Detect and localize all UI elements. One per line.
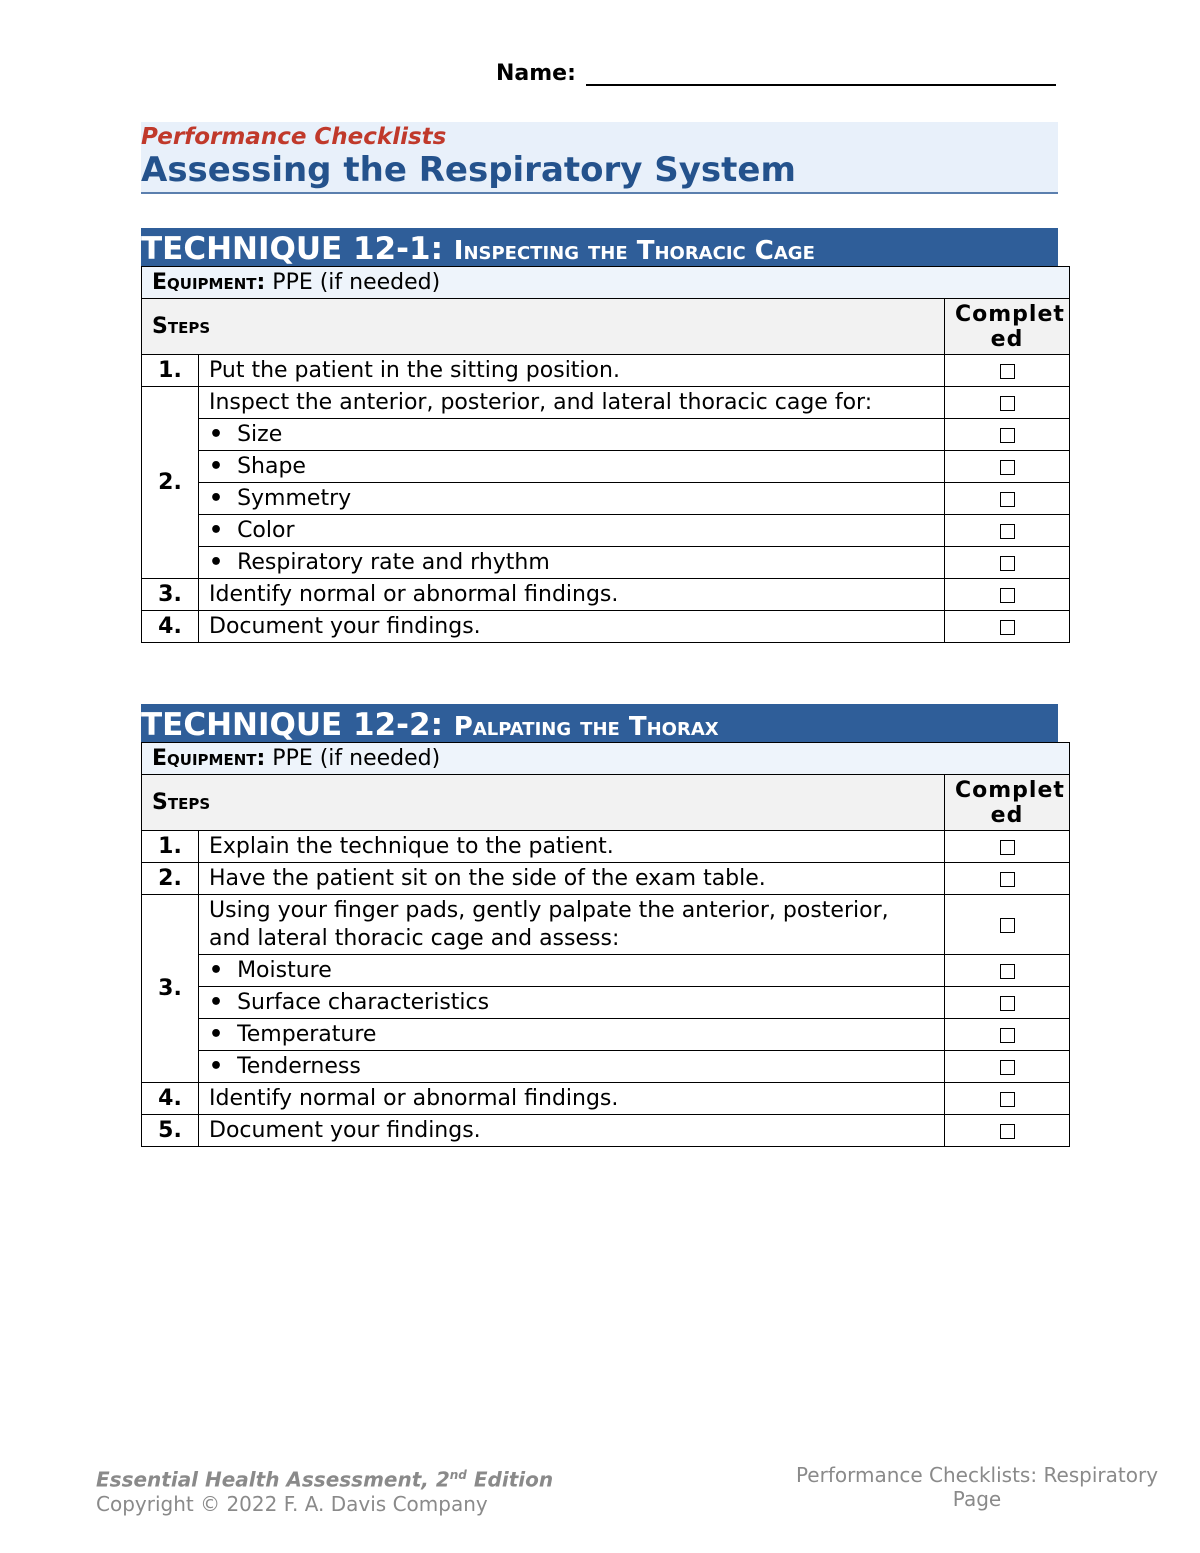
- completed-checkbox[interactable]: [1000, 918, 1015, 933]
- step-row: [142, 579, 1070, 611]
- footer-left: [96, 1463, 553, 1516]
- technique-2-table: [141, 742, 1070, 1147]
- step-text: Document your findings.: [199, 1115, 945, 1147]
- technique-1-rows: [142, 355, 1070, 643]
- step-number: 3.: [142, 895, 199, 1083]
- completed-cell: [945, 515, 1070, 547]
- completed-cell: [945, 863, 1070, 895]
- completed-header: Complet ed: [945, 299, 1070, 355]
- completed-checkbox[interactable]: [1000, 1028, 1015, 1043]
- step-row: [142, 515, 1070, 547]
- name-underline: [586, 62, 1056, 86]
- bullet-icon: •: [209, 518, 224, 543]
- step-text: Put the patient in the sitting position.: [199, 355, 945, 387]
- completed-checkbox[interactable]: [1000, 964, 1015, 979]
- completed-checkbox[interactable]: [1000, 428, 1015, 443]
- step-number: 1.: [142, 355, 199, 387]
- completed-cell: [945, 1083, 1070, 1115]
- completed-cell: [945, 547, 1070, 579]
- equipment-cell: [142, 267, 1070, 299]
- completed-checkbox[interactable]: [1000, 840, 1015, 855]
- completed-cell: [945, 955, 1070, 987]
- name-label: Name:: [496, 61, 576, 86]
- completed-checkbox[interactable]: [1000, 588, 1015, 603]
- completed-cell: [945, 483, 1070, 515]
- document-subtitle: Performance Checklists: [141, 124, 447, 150]
- step-row: [142, 1115, 1070, 1147]
- step-row: [142, 355, 1070, 387]
- bullet-icon: •: [209, 422, 224, 447]
- completed-checkbox[interactable]: [1000, 364, 1015, 379]
- completed-cell: [945, 579, 1070, 611]
- step-row: [142, 483, 1070, 515]
- technique-1-prefix: TECHNIQUE 12-1:: [141, 231, 443, 266]
- step-row: [142, 611, 1070, 643]
- step-row: [142, 831, 1070, 863]
- footer-page-label-1: Performance Checklists: Respiratory: [795, 1463, 1159, 1487]
- step-row: [142, 1083, 1070, 1115]
- step-row: [142, 895, 1070, 955]
- document-title: Assessing the Respiratory System: [141, 150, 796, 190]
- step-subitem: [199, 483, 945, 515]
- step-row: [142, 451, 1070, 483]
- equipment-label: Equipment:: [152, 746, 266, 771]
- completed-checkbox[interactable]: [1000, 396, 1015, 411]
- completed-cell: [945, 1019, 1070, 1051]
- technique-2-name: Palpating the Thorax: [453, 712, 719, 742]
- equipment-row: [142, 743, 1070, 775]
- step-number: 2.: [142, 387, 199, 579]
- step-text: Identify normal or abnormal findings.: [199, 1083, 945, 1115]
- step-text: Identify normal or abnormal findings.: [199, 579, 945, 611]
- steps-header: Steps: [142, 299, 945, 355]
- step-subitem: [199, 419, 945, 451]
- completed-cell: [945, 419, 1070, 451]
- step-number: 5.: [142, 1115, 199, 1147]
- step-subitem: [199, 955, 945, 987]
- steps-header: Steps: [142, 775, 945, 831]
- name-field: [496, 56, 1066, 86]
- step-number: 3.: [142, 579, 199, 611]
- completed-cell: [945, 895, 1070, 955]
- technique-2-rows: [142, 831, 1070, 1147]
- step-subitem: [199, 987, 945, 1019]
- completed-cell: [945, 1115, 1070, 1147]
- title-block: [141, 122, 1058, 194]
- step-text: Have the patient sit on the side of the exam table.: [199, 863, 945, 895]
- step-subitem-text: Respiratory rate and rhythm: [237, 550, 550, 575]
- footer-right: [792, 1463, 1162, 1511]
- completed-checkbox[interactable]: [1000, 872, 1015, 887]
- equipment-cell: [142, 743, 1070, 775]
- technique-1-name: Inspecting the Thoracic Cage: [453, 236, 815, 266]
- step-number: 2.: [142, 863, 199, 895]
- bullet-icon: •: [209, 550, 224, 575]
- step-text: Document your findings.: [199, 611, 945, 643]
- bullet-icon: •: [209, 454, 224, 479]
- technique-2-prefix: TECHNIQUE 12-2:: [141, 707, 443, 742]
- completed-cell: [945, 387, 1070, 419]
- completed-checkbox[interactable]: [1000, 1124, 1015, 1139]
- step-subitem-text: Moisture: [237, 958, 332, 983]
- steps-header-row: [142, 775, 1070, 831]
- bullet-icon: •: [209, 958, 224, 983]
- completed-checkbox[interactable]: [1000, 1060, 1015, 1075]
- footer-page-label-2: Page: [952, 1487, 1002, 1511]
- step-row: [142, 547, 1070, 579]
- footer-book-title: Essential Health Assessment, 2nd Edition: [96, 1467, 554, 1492]
- step-subitem-text: Color: [237, 518, 295, 543]
- step-subitem-text: Temperature: [237, 1022, 377, 1047]
- bullet-icon: •: [209, 1022, 224, 1047]
- step-number: 4.: [142, 1083, 199, 1115]
- completed-cell: [945, 831, 1070, 863]
- step-subitem-text: Shape: [237, 454, 306, 479]
- step-row: [142, 955, 1070, 987]
- step-number: 1.: [142, 831, 199, 863]
- step-row: [142, 1019, 1070, 1051]
- step-subitem: [199, 547, 945, 579]
- step-text: Using your finger pads, gently palpate the anterior, posterior, and lateral thoracic cage and assess:: [199, 895, 945, 955]
- completed-checkbox[interactable]: [1000, 556, 1015, 571]
- completed-cell: [945, 1051, 1070, 1083]
- step-text: Explain the technique to the patient.: [199, 831, 945, 863]
- technique-1-header: [141, 228, 1058, 266]
- equipment-value: PPE (if needed): [272, 746, 441, 771]
- completed-checkbox[interactable]: [1000, 524, 1015, 539]
- step-subitem-text: Symmetry: [237, 486, 352, 511]
- step-subitem: [199, 515, 945, 547]
- completed-checkbox[interactable]: [1000, 492, 1015, 507]
- technique-2-header: [141, 704, 1058, 742]
- equipment-row: [142, 267, 1070, 299]
- step-subitem: [199, 1051, 945, 1083]
- completed-header: Complet ed: [945, 775, 1070, 831]
- step-row: [142, 387, 1070, 419]
- steps-header-row: [142, 299, 1070, 355]
- equipment-label: Equipment:: [152, 270, 266, 295]
- step-subitem: [199, 451, 945, 483]
- step-subitem-text: Tenderness: [237, 1054, 361, 1079]
- step-subitem-text: Surface characteristics: [237, 990, 490, 1015]
- step-number: 4.: [142, 611, 199, 643]
- bullet-icon: •: [209, 486, 224, 511]
- completed-checkbox[interactable]: [1000, 620, 1015, 635]
- technique-1-table: [141, 266, 1070, 643]
- completed-cell: [945, 611, 1070, 643]
- footer-copyright: Copyright © 2022 F. A. Davis Company: [96, 1491, 488, 1516]
- step-subitem: [199, 1019, 945, 1051]
- completed-cell: [945, 451, 1070, 483]
- completed-cell: [945, 987, 1070, 1019]
- completed-checkbox[interactable]: [1000, 1092, 1015, 1107]
- completed-checkbox[interactable]: [1000, 460, 1015, 475]
- bullet-icon: •: [209, 1054, 224, 1079]
- equipment-value: PPE (if needed): [272, 270, 441, 295]
- step-row: [142, 987, 1070, 1019]
- completed-cell: [945, 355, 1070, 387]
- completed-checkbox[interactable]: [1000, 996, 1015, 1011]
- step-subitem-text: Size: [237, 422, 283, 447]
- step-row: [142, 1051, 1070, 1083]
- step-text: Inspect the anterior, posterior, and lateral thoracic cage for:: [199, 387, 945, 419]
- step-row: [142, 863, 1070, 895]
- bullet-icon: •: [209, 990, 224, 1015]
- step-row: [142, 419, 1070, 451]
